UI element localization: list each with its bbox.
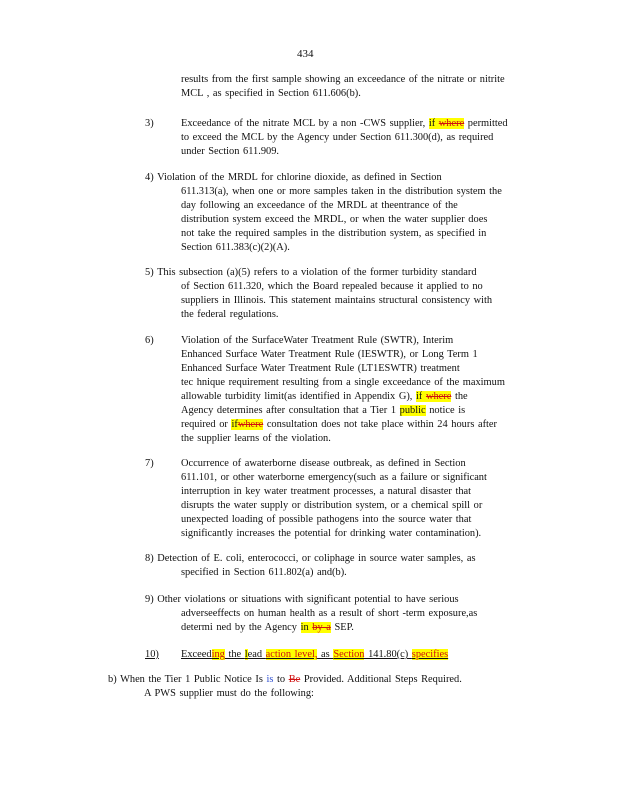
text-line: unexpected loading of possible pathogens into the source water that bbox=[181, 514, 472, 525]
text-run: allowable turbidity limit(as identified in Appendix G), bbox=[181, 391, 416, 402]
text-line: 9) Other violations or situations with significant potential to have serious bbox=[145, 594, 459, 605]
text-run: Exceed bbox=[181, 649, 212, 660]
text-line bbox=[181, 117, 551, 131]
deleted-text: where bbox=[425, 391, 452, 402]
item-6-paragraph bbox=[181, 334, 551, 446]
text-run: as bbox=[317, 649, 334, 660]
text-line: specified in Section 611.802(a) and(b). bbox=[181, 567, 347, 578]
deleted-text: Be bbox=[288, 674, 301, 685]
intro-paragraph bbox=[181, 73, 551, 101]
highlighted-insertion: ing bbox=[211, 649, 225, 660]
text-line: A PWS supplier must do the following: bbox=[144, 688, 314, 699]
deleted-text: by a bbox=[312, 622, 331, 633]
text-line: the federal regulations. bbox=[181, 309, 279, 320]
text-line: not take the required samples in the distribution system, as specified in bbox=[181, 228, 487, 239]
item-5-paragraph bbox=[145, 266, 545, 322]
text-line: Enhanced Surface Water Treatment Rule (LT1ESWTR) treatment bbox=[181, 363, 460, 374]
text-run: Exceedance of the nitrate MCL by a non -CWS supplier, bbox=[181, 118, 429, 129]
text-line bbox=[108, 673, 548, 687]
highlighted-insertion: if bbox=[428, 118, 436, 129]
highlighted-insertion: in bbox=[300, 622, 309, 633]
text-line: of Section 611.320, which the Board repealed because it applied to no bbox=[181, 281, 483, 292]
text-line: distribution system exceed the MRDL, or when the water supplier does bbox=[181, 214, 488, 225]
text-run: ead bbox=[247, 649, 266, 660]
item-7-number: 7) bbox=[145, 458, 154, 469]
deleted-text: where bbox=[438, 118, 465, 129]
text-line: 611.313(a), when one or more samples taken in the distribution system the bbox=[181, 186, 502, 197]
text-line: 8) Detection of E. coli, enterococci, or coliphage in source water samples, as bbox=[145, 553, 476, 564]
text-line bbox=[181, 418, 551, 432]
page-number: 434 bbox=[297, 48, 314, 60]
text-run: the bbox=[451, 391, 468, 402]
text-line: 611.101, or other waterborne emergency(such as a failure or significant bbox=[181, 472, 487, 483]
item-3-number: 3) bbox=[145, 118, 154, 129]
text-line: Violation of the SurfaceWater Treatment Rule (SWTR), Interim bbox=[181, 335, 454, 346]
item-10-number bbox=[145, 648, 159, 662]
text-line: 4) Violation of the MRDL for chlorine dioxide, as defined in Section bbox=[145, 172, 442, 183]
item-number: 10) bbox=[145, 649, 159, 660]
section-b-paragraph bbox=[108, 673, 548, 701]
text-run: determi ned by the Agency bbox=[181, 622, 301, 633]
item-7-paragraph bbox=[181, 457, 551, 541]
text-run: the bbox=[224, 649, 245, 660]
text-line: significantly increases the potential for drinking water contamination). bbox=[181, 528, 482, 539]
item-4-paragraph bbox=[145, 171, 545, 255]
item-8-paragraph bbox=[145, 552, 545, 580]
text-line: under Section 611.909. bbox=[181, 146, 280, 157]
text-line bbox=[181, 390, 551, 404]
text-line: tec hnique requirement resulting from a single exceedance of the maximum bbox=[181, 377, 505, 388]
text-run: SEP. bbox=[330, 622, 354, 633]
highlighted-insertion: specifies bbox=[411, 649, 449, 660]
text-run: Agency determines after consultation that a Tier 1 bbox=[181, 405, 400, 416]
text-run: consultation does not take place within 24 hours after bbox=[263, 419, 498, 430]
text-line bbox=[145, 621, 545, 635]
text-run: notice is bbox=[425, 405, 466, 416]
text-line bbox=[181, 404, 551, 418]
highlighted-insertion: if bbox=[415, 391, 423, 402]
text-line: Enhanced Surface Water Treatment Rule (IESWTR), or Long Term 1 bbox=[181, 349, 478, 360]
item-3-paragraph bbox=[181, 117, 551, 159]
text-run: Provided. Additional Steps Required. bbox=[300, 674, 462, 685]
text-run: to bbox=[273, 674, 289, 685]
highlighted-insertion: public bbox=[399, 405, 426, 416]
text-line: Section 611.383(c)(2)(A). bbox=[181, 242, 290, 253]
text-line: the supplier learns of the violation. bbox=[181, 433, 331, 444]
highlighted-insertion: if bbox=[231, 419, 238, 430]
text-line: results from the first sample showing an exceedance of the nitrate or nitrite bbox=[181, 74, 505, 85]
text-run: b) When the Tier 1 Public Notice Is bbox=[108, 674, 267, 685]
inserted-text: is bbox=[266, 674, 274, 685]
text-line: suppliers in Illinois. This statement maintains structural consistency with bbox=[181, 295, 493, 306]
text-line: to exceed the MCL by the Agency under Section 611.300(d), as required bbox=[181, 132, 494, 143]
highlighted-insertion: l bbox=[244, 649, 248, 660]
deleted-text: where bbox=[237, 419, 264, 430]
text-line: MCL , as specified in Section 611.606(b). bbox=[181, 88, 361, 99]
text-line: day following an exceedance of the MRDL at theentrance of the bbox=[181, 200, 458, 211]
text-line: adverseeffects on human health as a result of short -term exposure,as bbox=[181, 608, 478, 619]
text-run: required or bbox=[181, 419, 232, 430]
text-line: Occurrence of awaterborne disease outbreak, as defined in Section bbox=[181, 458, 466, 469]
text-run: permitted bbox=[464, 118, 508, 129]
text-line: interruption in key water treatment processes, a natural disaster that bbox=[181, 486, 472, 497]
highlighted-insertion: action level, bbox=[265, 649, 318, 660]
item-10-paragraph bbox=[181, 648, 448, 662]
item-6-number: 6) bbox=[145, 335, 154, 346]
text-line: 5) This subsection (a)(5) refers to a violation of the former turbidity standard bbox=[145, 267, 477, 278]
text-line: disrupts the water supply or distribution system, or a chemical spill or bbox=[181, 500, 483, 511]
text-run: 141.80(c) bbox=[364, 649, 412, 660]
text-line bbox=[181, 648, 448, 662]
highlighted-insertion: Section bbox=[333, 649, 365, 660]
item-9-paragraph bbox=[145, 593, 545, 635]
